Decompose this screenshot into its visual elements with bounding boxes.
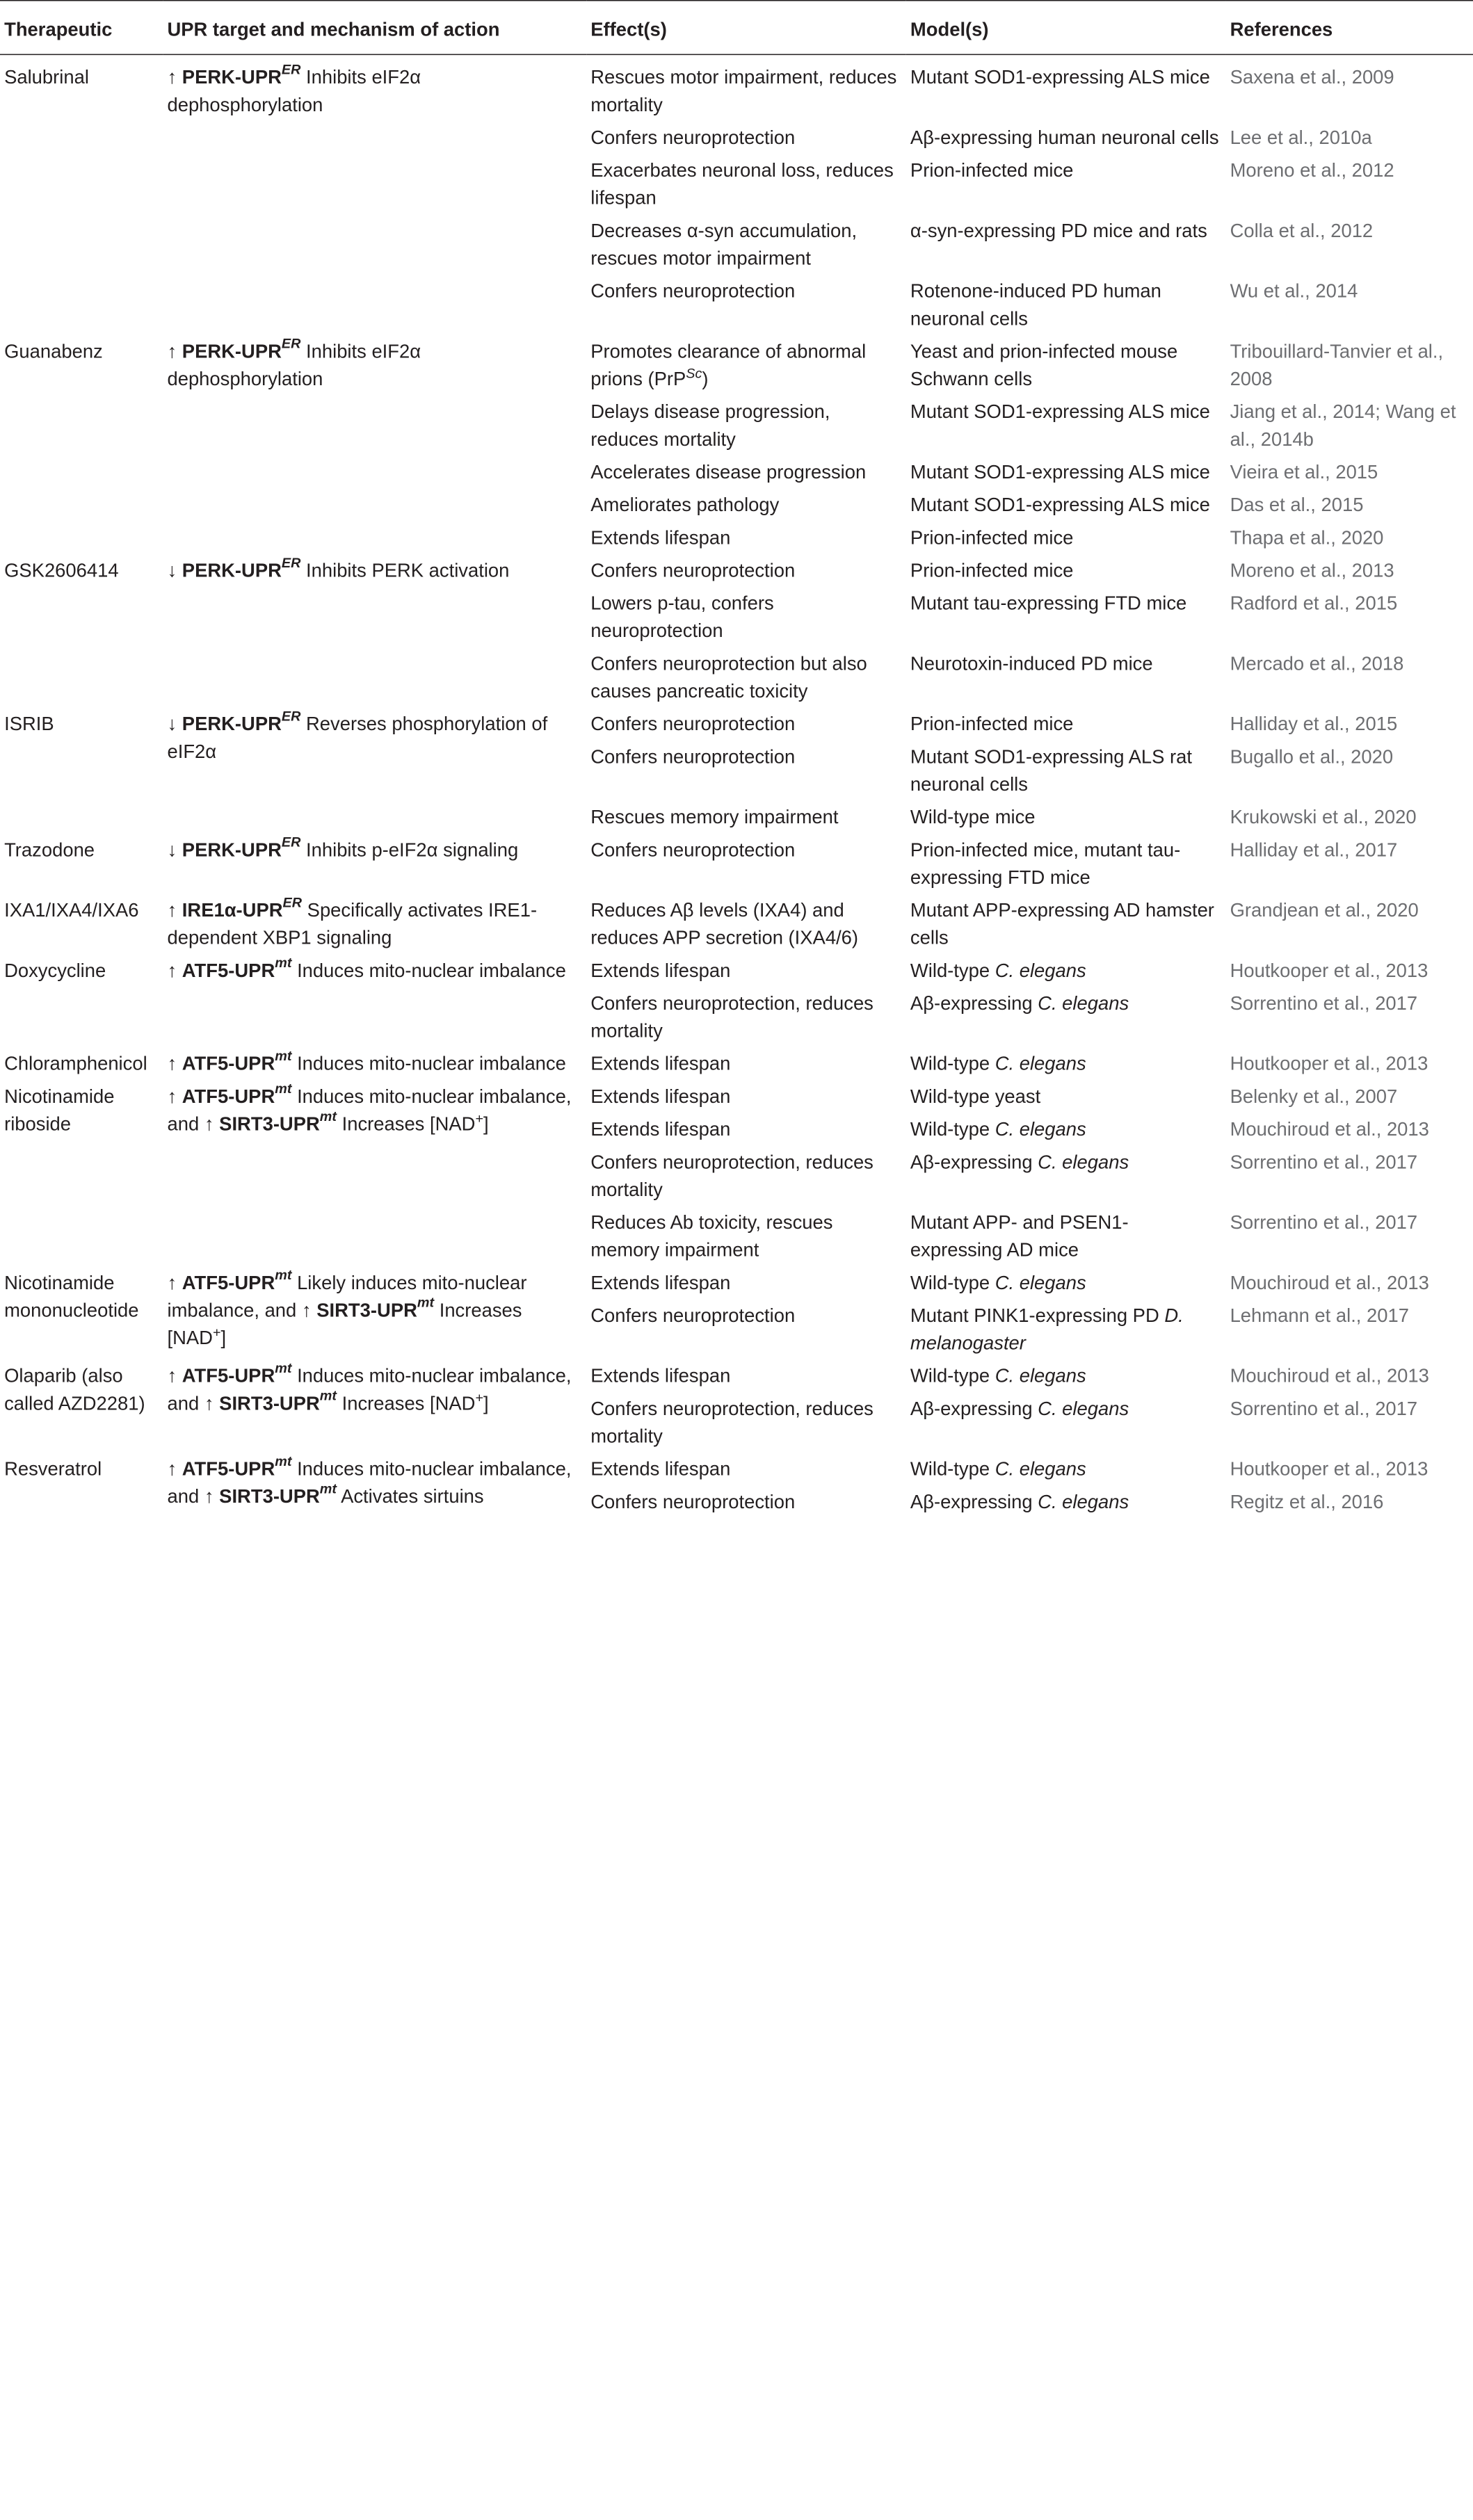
mechanism-text: Inhibits eIF2α dephosphorylation [167,341,421,390]
model-cell [906,1266,1226,1298]
target-superscript: ER [282,894,303,910]
model-species: C. elegans [1038,992,1129,1015]
effect-text: Promotes clearance of abnormal prions (PrP [590,341,867,390]
target-name: PERK-UPR [182,341,282,362]
model-cell [906,1391,1226,1452]
effect-cell [586,1047,906,1079]
model-text: Mutant SOD1-expressing ALS mice [910,66,1210,88]
reference-cell[interactable]: Houtkooper et al., 2013 [1230,1053,1428,1074]
effect-cell [586,521,906,554]
target-superscript: mt [275,1047,292,1064]
reference-cell[interactable]: Sorrentino et al., 2017 [1230,1211,1418,1234]
effect-text: Confers neuroprotection but also causes pancreatic toxicity [590,653,867,702]
down-arrow-icon: ↓ [167,839,177,861]
model-cell [906,1145,1226,1206]
model-cell [906,154,1226,214]
effect-text: Ameliorates pathology [590,494,780,516]
mechanism-text: Specifically activates IRE1-dependent XBP1 signaling [167,899,538,948]
target-name: SIRT3-UPR [316,1300,417,1321]
model-species: C. elegans [995,1118,1086,1140]
mechanism-text: Induces mito-nuclear imbalance [297,960,566,981]
effect-cell [586,800,906,833]
down-arrow-icon: ↓ [167,560,177,581]
effect-cell [586,953,906,986]
table-row [0,54,1473,120]
target-cell [163,54,586,334]
mechanism-text: Inhibits PERK activation [306,560,510,581]
reference-cell[interactable]: Lee et al., 2010a [1230,127,1372,149]
effect-text: Confers neuroprotection, reduces mortality [590,992,874,1042]
model-cell [906,647,1226,707]
target-name: PERK-UPR [182,839,282,861]
effect-text: Accelerates disease progression [590,461,867,483]
effect-cell [586,987,906,1047]
table-header [0,1,1473,55]
effect-superscript: Sc [686,365,702,381]
model-cell [906,1485,1226,1517]
table-row [0,1047,1473,1079]
model-cell [906,953,1226,986]
effect-cell [586,1113,906,1145]
reference-cell[interactable]: Houtkooper et al., 2013 [1230,1458,1428,1480]
model-text: Aβ-expressing [910,1151,1038,1173]
effect-text: Rescues memory impairment [590,806,839,828]
effect-cell [586,1266,906,1298]
effect-text: Extends lifespan [590,1272,731,1293]
header-models: Model(s) [906,1,1226,55]
target-cell [163,1359,586,1452]
target-superscript: ER [281,834,301,850]
target-name: SIRT3-UPR [219,1485,320,1508]
mechanism-text: Increases [NAD [341,1113,476,1135]
reference-cell[interactable]: Das et al., 2015 [1230,494,1364,516]
target-name: ATF5-UPR [182,1458,275,1480]
target-superscript: mt [417,1294,435,1311]
target-superscript: mt [275,1359,292,1376]
therapeutic-cell: Nicotinamide riboside [4,1085,115,1135]
reference-cell[interactable]: Thapa et al., 2020 [1230,526,1384,549]
model-text: Prion-infected mice [910,159,1074,181]
up-arrow-icon: ↑ [167,1458,177,1480]
effect-cell [586,707,906,740]
up-arrow-icon: ↑ [301,1300,312,1321]
model-species: C. elegans [1038,1398,1129,1420]
effect-text: Confers neuroprotection [590,839,796,861]
effect-cell [586,586,906,647]
effect-text: Rescues motor impairment, reduces mortality [590,66,897,115]
effect-text: Reduces Ab toxicity, rescues memory impairment [590,1211,833,1261]
table-row [0,1452,1473,1485]
target-cell [163,1047,586,1079]
mechanism-text: Induces mito-nuclear imbalance, and [167,1085,572,1135]
mechanism-text: Induces mito-nuclear imbalance, and [167,1458,572,1508]
effect-cell [586,488,906,521]
model-text: Wild-type [910,1053,995,1074]
mechanism-text: Activates sirtuins [341,1485,484,1508]
target-cell [163,953,586,1047]
reference-cell[interactable]: Lehmann et al., 2017 [1230,1305,1409,1327]
effect-text: Extends lifespan [590,960,731,981]
model-text: Wild-type [910,1272,995,1293]
effect-text: Lowers p-tau, confers neuroprotection [590,592,774,642]
model-cell [906,121,1226,154]
target-superscript: mt [275,1080,292,1097]
model-text: Prion-infected mice [910,526,1074,549]
model-cell [906,455,1226,487]
model-text: Mutant tau-expressing FTD mice [910,592,1187,614]
target-superscript: ER [281,708,301,725]
up-arrow-icon: ↑ [167,1365,177,1387]
model-text: Aβ-expressing [910,1491,1038,1512]
effect-text: Confers neuroprotection [590,746,796,768]
reference-cell[interactable]: Tribouillard-Tanvier et al., 2008 [1230,341,1444,390]
model-text: Wild-type yeast [910,1085,1041,1108]
effect-cell [586,274,906,334]
target-name: ATF5-UPR [182,960,275,981]
model-text: Rotenone-induced PD human neuronal cells [910,280,1161,330]
model-cell [906,1298,1226,1359]
up-arrow-icon: ↑ [167,1053,177,1074]
model-text: Mutant SOD1-expressing ALS mice [910,401,1210,423]
model-cell [906,707,1226,740]
effect-cell [586,334,906,395]
mechanism-superscript: + [212,1324,221,1340]
reference-cell[interactable]: Halliday et al., 2017 [1230,839,1398,861]
target-superscript: mt [319,1480,337,1497]
effect-text: Reduces Aβ levels (IXA4) and reduces APP secretion (IXA4/6) [590,899,859,948]
effect-cell [586,455,906,487]
model-species: C. elegans [995,1053,1086,1074]
model-cell [906,586,1226,647]
table-row [0,1359,1473,1391]
model-text: Mutant APP-expressing AD hamster cells [910,899,1214,948]
effect-cell [586,154,906,214]
therapeutic-cell: Nicotinamide mononucleotide [4,1272,139,1321]
table-row [0,1266,1473,1298]
header-therapeutic: Therapeutic [0,1,163,55]
effect-cell [586,1391,906,1452]
table-row [0,894,1473,954]
reference-cell[interactable]: Sorrentino et al., 2017 [1230,992,1418,1015]
table-row [0,953,1473,986]
table-row [0,833,1473,894]
model-cell [906,800,1226,833]
model-cell [906,395,1226,455]
model-text: Wild-type mice [910,806,1036,828]
model-cell [906,1359,1226,1391]
effect-cell [586,1485,906,1517]
target-superscript: mt [275,954,292,971]
mechanism-text: Induces mito-nuclear imbalance [297,1053,566,1074]
reference-cell[interactable]: Vieira et al., 2015 [1230,461,1378,483]
model-text: Mutant PINK1-expressing PD [910,1305,1165,1327]
effect-text: Delays disease progression, reduces mortality [590,401,830,450]
target-name: SIRT3-UPR [219,1113,320,1135]
model-cell [906,1206,1226,1266]
table-row [0,1079,1473,1112]
therapeutic-cell: Olaparib (also called AZD2281) [4,1365,145,1414]
reference-cell[interactable]: Colla et al., 2012 [1230,220,1374,242]
mechanism-tail: ] [220,1327,227,1349]
reference-cell[interactable]: Mercado et al., 2018 [1230,653,1404,675]
model-text: Mutant APP- and PSEN1-expressing AD mice [910,1211,1129,1261]
table-row [0,334,1473,395]
target-name: SIRT3-UPR [219,1392,320,1414]
target-name: ATF5-UPR [182,1053,275,1074]
target-name: PERK-UPR [182,66,282,88]
model-cell [906,833,1226,894]
model-species: C. elegans [995,1365,1086,1387]
effect-cell [586,894,906,954]
table-row [0,554,1473,586]
reference-cell[interactable]: Mouchiroud et al., 2013 [1230,1272,1429,1293]
effect-cell [586,1079,906,1112]
model-cell [906,740,1226,800]
model-text: Aβ-expressing [910,1398,1038,1420]
target-superscript: mt [275,1453,292,1469]
model-cell [906,894,1226,954]
model-text: Mutant SOD1-expressing ALS mice [910,494,1210,516]
reference-cell[interactable]: Radford et al., 2015 [1230,592,1398,614]
reference-cell[interactable]: Regitz et al., 2016 [1230,1491,1384,1512]
target-cell [163,894,586,954]
up-arrow-icon: ↑ [204,1485,214,1508]
target-superscript: mt [319,1387,337,1404]
therapeutic-cell: Chloramphenicol [4,1053,147,1074]
table-body [0,54,1473,1517]
reference-cell[interactable]: Grandjean et al., 2020 [1230,899,1419,921]
effect-text: Extends lifespan [590,1085,731,1108]
up-arrow-icon: ↑ [167,960,177,981]
effect-cell [586,647,906,707]
target-cell [163,1079,586,1266]
model-text: Wild-type [910,1365,995,1387]
reference-cell[interactable]: Moreno et al., 2012 [1230,159,1394,181]
down-arrow-icon: ↓ [167,713,177,735]
target-superscript: mt [319,1108,337,1124]
up-arrow-icon: ↑ [167,1272,177,1293]
model-cell [906,274,1226,334]
reference-cell[interactable]: Sorrentino et al., 2017 [1230,1398,1418,1420]
mechanism-text: Likely induces mito-nuclear imbalance, and [167,1272,527,1321]
effect-text: Confers neuroprotection [590,560,796,581]
mechanism-text: Inhibits eIF2α dephosphorylation [167,66,421,115]
target-cell [163,833,586,894]
effect-text: Extends lifespan [590,526,731,549]
therapeutic-cell: Resveratrol [4,1458,102,1480]
model-species: C. elegans [995,1272,1086,1293]
model-cell [906,987,1226,1047]
effect-text: Confers neuroprotection, reduces mortality [590,1398,874,1447]
target-name: PERK-UPR [182,560,282,581]
target-name: ATF5-UPR [182,1365,275,1387]
target-name: ATF5-UPR [182,1272,275,1293]
model-cell [906,554,1226,586]
mechanism-superscript: + [475,1110,484,1126]
effect-cell [586,740,906,800]
model-text: Wild-type [910,1458,995,1480]
effect-cell [586,1206,906,1266]
therapeutic-cell: Salubrinal [4,66,89,88]
mechanism-text: Increases [NAD [167,1300,522,1349]
mechanism-text: Induces mito-nuclear imbalance, and [167,1365,572,1414]
target-cell [163,554,586,707]
model-cell [906,1079,1226,1112]
target-superscript: mt [275,1266,292,1283]
target-cell [163,334,586,554]
reference-cell[interactable]: Halliday et al., 2015 [1230,713,1398,735]
effect-text: Confers neuroprotection [590,1305,796,1327]
model-species: D. melanogaster [910,1305,1184,1354]
model-species: C. elegans [1038,1491,1129,1512]
target-cell [163,1266,586,1359]
header-upr-target: UPR target and mechanism of action [163,1,586,55]
header-effects: Effect(s) [586,1,906,55]
target-name: IRE1α-UPR [182,899,283,921]
effect-cell [586,395,906,455]
model-text: Prion-infected mice [910,713,1074,735]
model-text: Mutant SOD1-expressing ALS mice [910,461,1210,483]
effect-cell [586,121,906,154]
up-arrow-icon: ↑ [204,1113,214,1135]
header-references: References [1225,1,1473,55]
effect-cell [586,54,906,120]
target-superscript: ER [281,61,301,78]
up-arrow-icon: ↑ [167,1085,177,1108]
up-arrow-icon: ↑ [167,341,177,362]
up-arrow-icon: ↑ [204,1392,214,1414]
target-name: PERK-UPR [182,713,282,735]
reference-cell[interactable]: Moreno et al., 2013 [1230,560,1394,581]
model-species: C. elegans [995,960,1086,981]
therapeutic-cell: Doxycycline [4,960,106,981]
model-cell [906,334,1226,395]
therapeutic-cell: GSK2606414 [4,560,119,581]
effect-cell [586,1298,906,1359]
target-cell [163,1452,586,1517]
model-cell [906,488,1226,521]
reference-cell[interactable]: Sorrentino et al., 2017 [1230,1151,1418,1173]
effect-cell [586,213,906,274]
target-cell [163,707,586,833]
reference-cell[interactable]: Bugallo et al., 2020 [1230,746,1394,768]
model-text: Wild-type [910,960,995,981]
effect-text: Confers neuroprotection [590,127,796,149]
model-text: Wild-type [910,1118,995,1140]
effect-tail: ) [702,368,709,390]
model-text: Aβ-expressing [910,992,1038,1015]
mechanism-text: Increases [NAD [341,1392,476,1414]
therapeutic-cell: ISRIB [4,713,54,735]
model-text: α-syn-expressing PD mice and rats [910,220,1207,242]
model-text: Prion-infected mice, mutant tau-expressing FTD mice [910,839,1181,888]
up-arrow-icon: ↑ [167,66,177,88]
effect-cell [586,1145,906,1206]
mechanism-text: Inhibits p-eIF2α signaling [306,839,519,861]
model-text: Yeast and prion-infected mouse Schwann cells [910,341,1178,390]
therapeutic-cell: IXA1/IXA4/IXA6 [4,899,139,921]
effect-text: Confers neuroprotection [590,280,796,302]
model-cell [906,521,1226,554]
model-text: Neurotoxin-induced PD mice [910,653,1153,675]
effect-cell [586,1452,906,1485]
model-species: C. elegans [1038,1151,1129,1173]
effect-cell [586,1359,906,1391]
model-text: Aβ-expressing human neuronal cells [910,127,1219,149]
model-cell [906,1452,1226,1485]
mechanism-text: Reverses phosphorylation of eIF2α [167,713,548,762]
effect-text: Confers neuroprotection [590,1491,796,1512]
reference-cell[interactable]: Saxena et al., 2009 [1230,66,1394,88]
model-species: C. elegans [995,1458,1086,1480]
up-arrow-icon: ↑ [167,899,177,921]
effect-text: Decreases α-syn accumulation, rescues motor impairment [590,220,858,269]
target-superscript: ER [281,554,301,571]
effect-text: Confers neuroprotection, reduces mortality [590,1151,874,1200]
model-cell [906,1113,1226,1145]
effect-cell [586,554,906,586]
effect-cell [586,833,906,894]
effect-text: Extends lifespan [590,1053,731,1074]
model-text: Mutant SOD1-expressing ALS rat neuronal cells [910,746,1192,795]
reference-cell[interactable]: Belenky et al., 2007 [1230,1085,1398,1108]
model-text: Prion-infected mice [910,560,1074,581]
therapeutic-cell: Trazodone [4,839,95,861]
reference-cell[interactable]: Wu et al., 2014 [1230,280,1358,302]
reference-cell[interactable]: Jiang et al., 2014; Wang et al., 2014b [1230,401,1456,450]
reference-cell[interactable]: Mouchiroud et al., 2013 [1230,1118,1429,1140]
effect-text: Extends lifespan [590,1458,731,1480]
target-name: ATF5-UPR [182,1085,275,1108]
reference-cell[interactable]: Mouchiroud et al., 2013 [1230,1365,1429,1387]
effect-text: Extends lifespan [590,1365,731,1387]
table-row [0,707,1473,740]
mechanism-tail: ] [483,1392,489,1414]
reference-cell[interactable]: Krukowski et al., 2020 [1230,806,1417,828]
target-superscript: ER [281,335,301,352]
effect-text: Extends lifespan [590,1118,731,1140]
model-cell [906,213,1226,274]
mechanism-superscript: + [475,1389,484,1406]
model-cell [906,54,1226,120]
model-cell [906,1047,1226,1079]
effect-text: Exacerbates neuronal loss, reduces lifespan [590,159,894,209]
therapeutic-cell: Guanabenz [4,341,103,362]
effect-text: Confers neuroprotection [590,713,796,735]
reference-cell[interactable]: Houtkooper et al., 2013 [1230,960,1428,981]
mechanism-tail: ] [483,1113,489,1135]
